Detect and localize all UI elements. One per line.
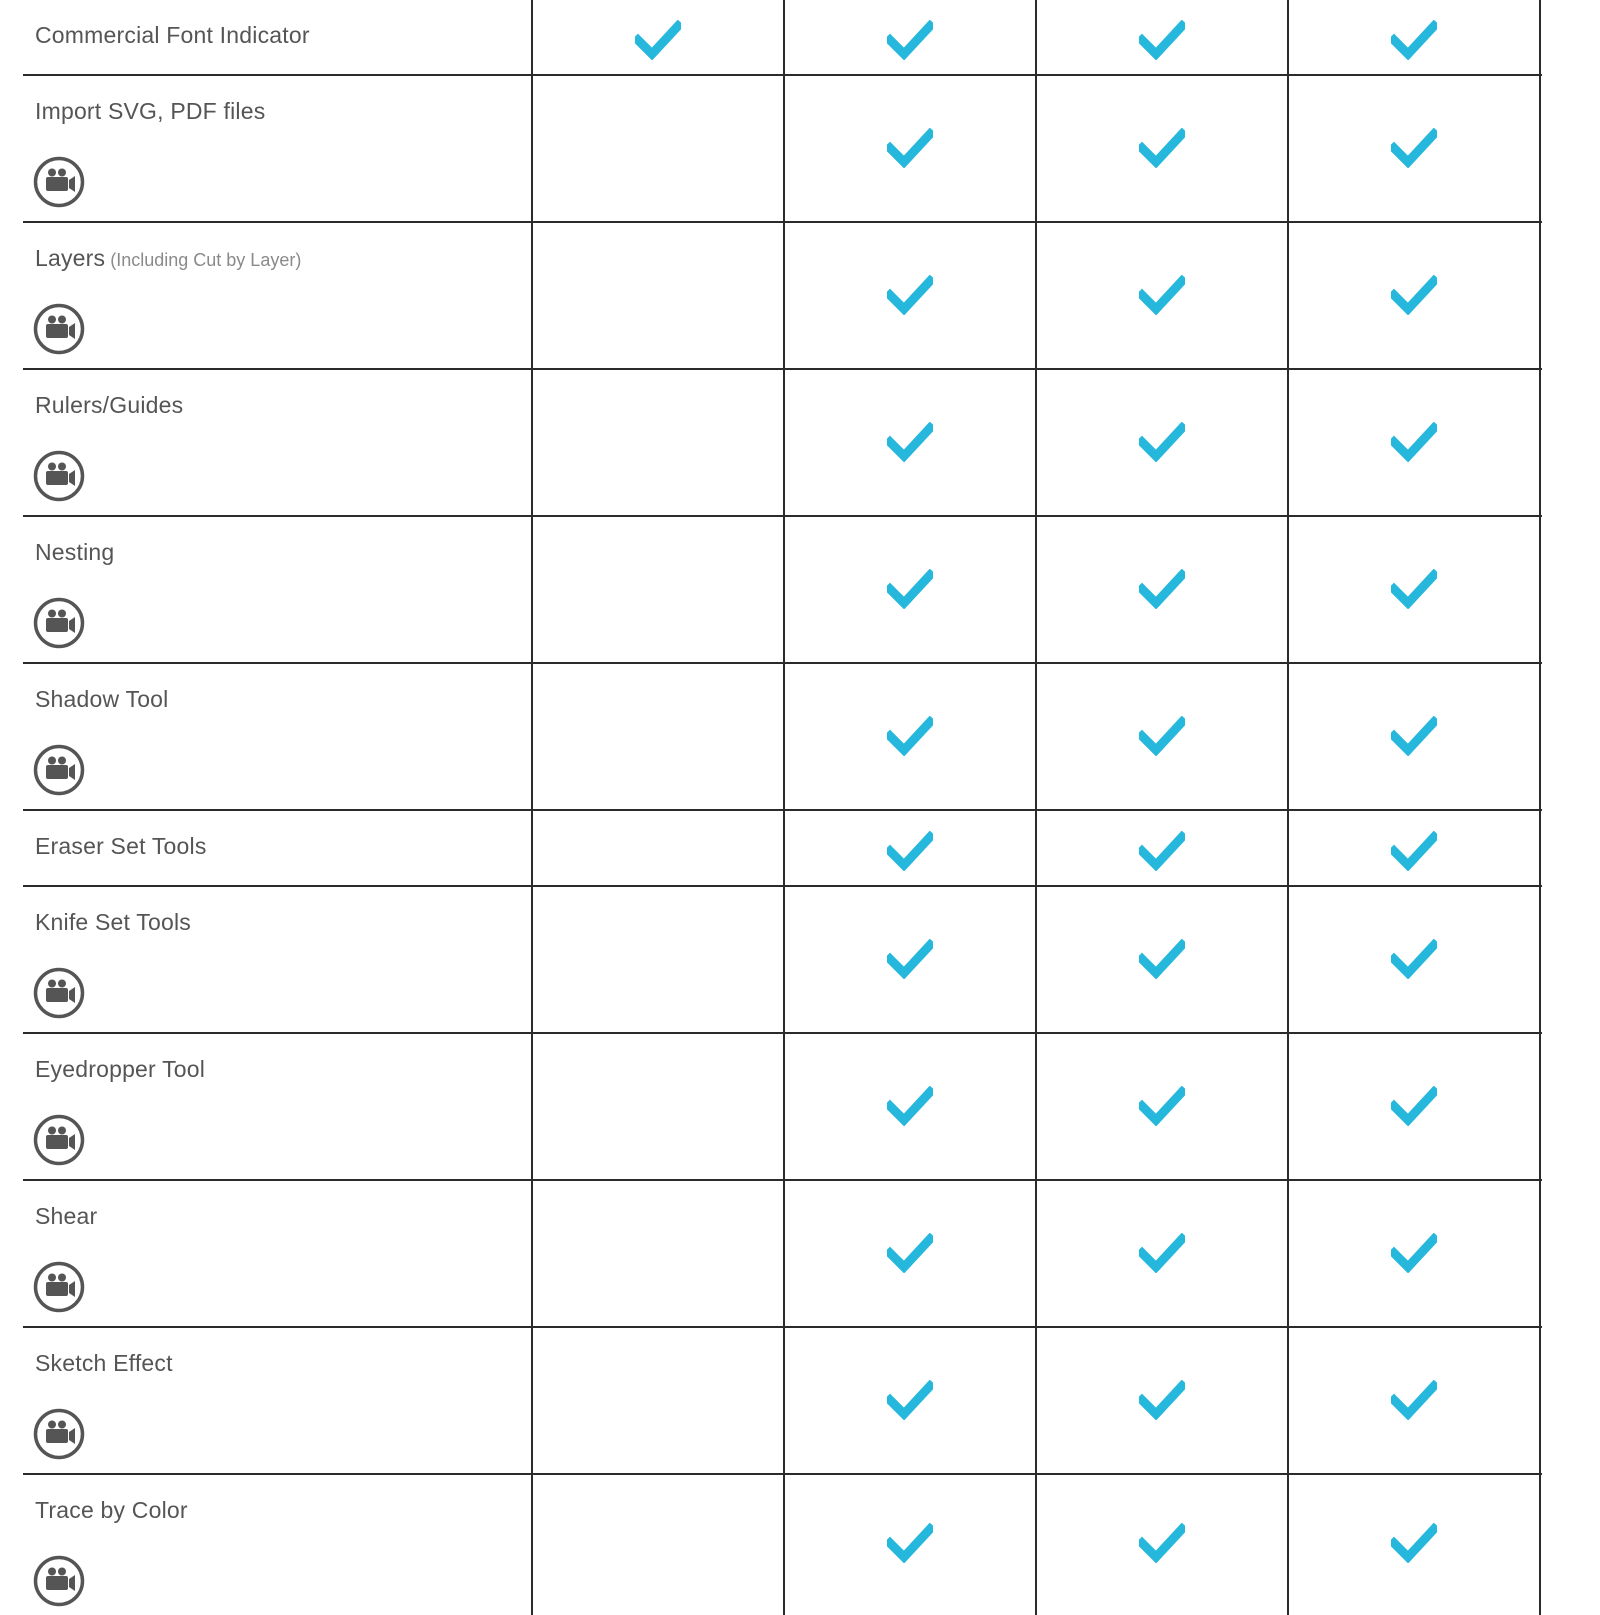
table-row — [23, 1475, 1542, 1615]
feature-name: Sketch Effect — [35, 1350, 173, 1376]
plan-column-3-cell — [1037, 887, 1289, 1032]
check-icon — [1391, 716, 1437, 761]
plan-column-3-cell — [1037, 1328, 1289, 1473]
video-camera-icon[interactable] — [33, 1555, 85, 1607]
plan-column-4-cell — [1289, 76, 1541, 221]
plan-column-1-cell — [533, 811, 785, 885]
plan-column-4-cell — [1289, 811, 1541, 885]
feature-label-cell — [23, 887, 533, 1032]
feature-name: Import SVG, PDF files — [35, 98, 266, 124]
table-row — [23, 370, 1542, 517]
plan-column-2-cell — [785, 887, 1037, 1032]
feature-name: Trace by Color — [35, 1497, 188, 1523]
feature-label-cell — [23, 1475, 533, 1615]
video-camera-icon[interactable] — [33, 1261, 85, 1313]
check-icon — [1139, 128, 1185, 173]
plan-column-1-cell — [533, 517, 785, 662]
plan-column-4-cell — [1289, 0, 1541, 74]
feature-name: Commercial Font Indicator — [35, 22, 310, 48]
check-icon — [1139, 275, 1185, 320]
plan-column-2-cell — [785, 1034, 1037, 1179]
plan-column-1-cell — [533, 1328, 785, 1473]
plan-column-3-cell — [1037, 0, 1289, 74]
feature-name: Eraser Set Tools — [35, 833, 207, 859]
feature-label-cell — [23, 811, 533, 885]
feature-name: Shadow Tool — [35, 686, 169, 712]
feature-label-cell — [23, 1034, 533, 1179]
feature-note: (Including Cut by Layer) — [105, 250, 302, 270]
feature-name: Eyedropper Tool — [35, 1056, 206, 1082]
plan-column-1-cell — [533, 1475, 785, 1615]
plan-column-2-cell — [785, 1181, 1037, 1326]
table-row — [23, 811, 1542, 887]
feature-label-cell — [23, 517, 533, 662]
check-icon — [887, 939, 933, 984]
video-camera-icon[interactable] — [33, 967, 85, 1019]
check-icon — [887, 1523, 933, 1568]
feature-label-cell — [23, 0, 533, 74]
check-icon — [1391, 1233, 1437, 1278]
video-camera-icon[interactable] — [33, 1408, 85, 1460]
table-row — [23, 887, 1542, 1034]
video-camera-icon[interactable] — [33, 156, 85, 208]
plan-column-3-cell — [1037, 223, 1289, 368]
check-icon — [1391, 1523, 1437, 1568]
feature-label-cell — [23, 223, 533, 368]
feature-label-cell — [23, 1328, 533, 1473]
check-icon — [1391, 1086, 1437, 1131]
plan-column-1-cell — [533, 1181, 785, 1326]
plan-column-1-cell — [533, 1034, 785, 1179]
plan-column-2-cell — [785, 76, 1037, 221]
check-icon — [887, 1233, 933, 1278]
check-icon — [887, 128, 933, 173]
plan-column-4-cell — [1289, 370, 1541, 515]
plan-column-3-cell — [1037, 370, 1289, 515]
plan-column-1-cell — [533, 0, 785, 74]
table-row — [23, 1181, 1542, 1328]
plan-column-3-cell — [1037, 1475, 1289, 1615]
plan-column-4-cell — [1289, 517, 1541, 662]
plan-column-3-cell — [1037, 76, 1289, 221]
check-icon — [1391, 275, 1437, 320]
check-icon — [1139, 1233, 1185, 1278]
plan-column-4-cell — [1289, 887, 1541, 1032]
feature-label-cell — [23, 370, 533, 515]
plan-column-3-cell — [1037, 517, 1289, 662]
check-icon — [1391, 569, 1437, 614]
feature-name: Knife Set Tools — [35, 909, 192, 935]
feature-name: Nesting — [35, 539, 115, 565]
check-icon — [887, 1380, 933, 1425]
table-row — [23, 76, 1542, 223]
plan-column-3-cell — [1037, 1181, 1289, 1326]
check-icon — [635, 20, 681, 65]
check-icon — [1391, 831, 1437, 876]
check-icon — [1139, 1380, 1185, 1425]
table-row — [23, 517, 1542, 664]
table-row — [23, 223, 1542, 370]
plan-column-1-cell — [533, 223, 785, 368]
plan-column-2-cell — [785, 1328, 1037, 1473]
feature-comparison-table — [23, 0, 1542, 1615]
check-icon — [887, 1086, 933, 1131]
table-row — [23, 1328, 1542, 1475]
plan-column-2-cell — [785, 811, 1037, 885]
plan-column-4-cell — [1289, 1034, 1541, 1179]
check-icon — [887, 275, 933, 320]
feature-label-cell — [23, 664, 533, 809]
table-row — [23, 664, 1542, 811]
video-camera-icon[interactable] — [33, 744, 85, 796]
check-icon — [1391, 939, 1437, 984]
plan-column-4-cell — [1289, 1181, 1541, 1326]
check-icon — [887, 716, 933, 761]
table-row — [23, 0, 1542, 76]
plan-column-4-cell — [1289, 223, 1541, 368]
plan-column-3-cell — [1037, 811, 1289, 885]
plan-column-1-cell — [533, 664, 785, 809]
plan-column-2-cell — [785, 664, 1037, 809]
feature-label-cell — [23, 1181, 533, 1326]
video-camera-icon[interactable] — [33, 1114, 85, 1166]
check-icon — [1391, 422, 1437, 467]
check-icon — [887, 569, 933, 614]
video-camera-icon[interactable] — [33, 597, 85, 649]
plan-column-3-cell — [1037, 1034, 1289, 1179]
plan-column-4-cell — [1289, 664, 1541, 809]
plan-column-3-cell — [1037, 664, 1289, 809]
plan-column-4-cell — [1289, 1475, 1541, 1615]
plan-column-2-cell — [785, 0, 1037, 74]
plan-column-1-cell — [533, 887, 785, 1032]
check-icon — [1139, 1523, 1185, 1568]
check-icon — [1139, 716, 1185, 761]
check-icon — [887, 422, 933, 467]
feature-label-cell — [23, 76, 533, 221]
feature-name: Layers — [35, 245, 106, 271]
check-icon — [1391, 128, 1437, 173]
check-icon — [1391, 1380, 1437, 1425]
check-icon — [1139, 939, 1185, 984]
feature-name: Shear — [35, 1203, 98, 1229]
check-icon — [1139, 1086, 1185, 1131]
check-icon — [1139, 831, 1185, 876]
video-camera-icon[interactable] — [33, 303, 85, 355]
plan-column-1-cell — [533, 76, 785, 221]
video-camera-icon[interactable] — [33, 450, 85, 502]
check-icon — [887, 831, 933, 876]
plan-column-2-cell — [785, 1475, 1037, 1615]
check-icon — [1391, 20, 1437, 65]
plan-column-2-cell — [785, 223, 1037, 368]
plan-column-1-cell — [533, 370, 785, 515]
check-icon — [1139, 569, 1185, 614]
plan-column-2-cell — [785, 517, 1037, 662]
table-row — [23, 1034, 1542, 1181]
check-icon — [887, 20, 933, 65]
plan-column-2-cell — [785, 370, 1037, 515]
check-icon — [1139, 20, 1185, 65]
plan-column-4-cell — [1289, 1328, 1541, 1473]
feature-name: Rulers/Guides — [35, 392, 184, 418]
check-icon — [1139, 422, 1185, 467]
